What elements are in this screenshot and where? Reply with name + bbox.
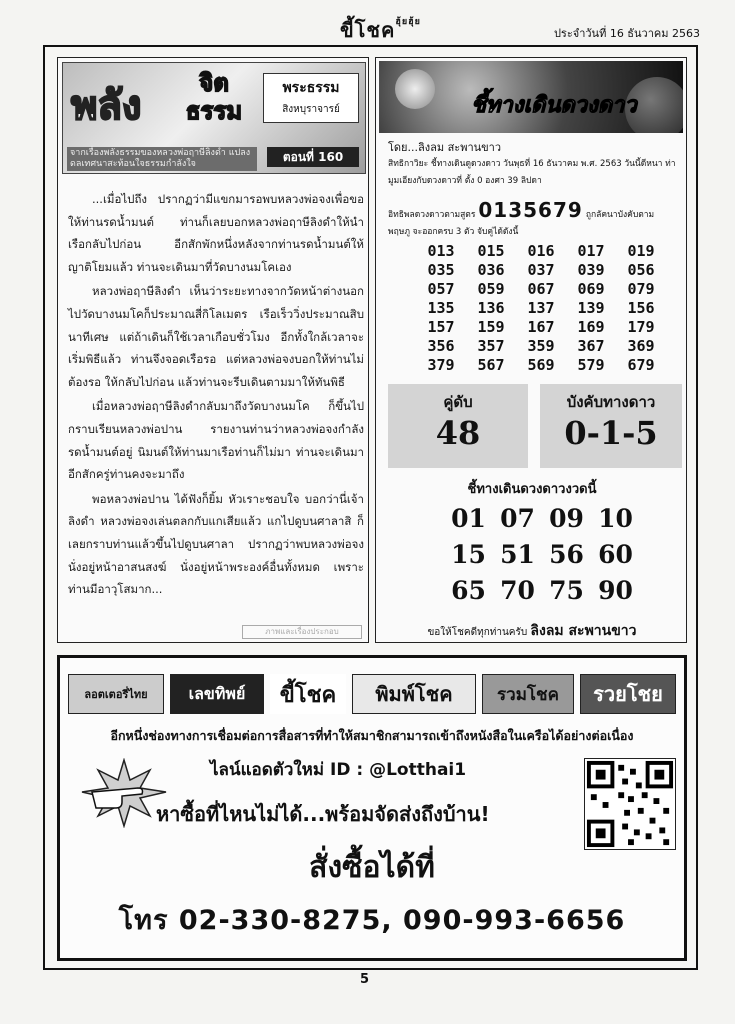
logo-phimchok: พิมพ์โชค	[352, 674, 476, 714]
page-header	[40, 12, 700, 48]
combination-number: 137	[527, 299, 555, 317]
combination-number: 379	[427, 356, 455, 374]
combination-number: 036	[477, 261, 505, 279]
pair-label: คู่ดับ	[443, 393, 473, 411]
daily-title: ชี้ทางเดินดวงดาวงวดนี้	[467, 482, 597, 497]
forced-label: บังคับทางดาว	[566, 393, 656, 411]
combination-number: 567	[477, 356, 505, 374]
logo-lekthip: เลขทิพย์	[170, 674, 264, 714]
formula-line	[388, 198, 680, 222]
combination-number: 013	[427, 242, 455, 260]
logo-ruamchok: รวมโชค	[482, 674, 574, 714]
combination-number: 067	[527, 280, 555, 298]
wish-signature: ลิงลม สะพานขาว	[530, 623, 637, 639]
forced-value: 0-1-5	[564, 414, 658, 452]
wish-text: ขอให้โชคดีทุกท่านครับ	[427, 627, 528, 638]
logo-kheechok: ขี้โชค	[270, 674, 346, 714]
combination-number: 135	[427, 299, 455, 317]
combination-number: 039	[577, 261, 605, 279]
combination-number: 159	[477, 318, 505, 336]
column-banner	[62, 62, 366, 174]
publication-logos	[68, 674, 680, 716]
combination-number: 679	[627, 356, 655, 374]
daily-number: 60	[598, 540, 633, 569]
episode-badge: ตอนที่ 160	[267, 147, 359, 167]
series-name: พระธรรม	[282, 80, 340, 96]
combination-number: 139	[577, 299, 605, 317]
daily-number: 56	[549, 540, 584, 569]
page-number: 5	[360, 972, 370, 987]
article-paragraph: เมื่อหลวงพ่อฤาษีลิงดำกลับมาถึงวัดบางนมโค ก็ขึ้นไปกราบเรียนหลวงพ่อปาน รายงานท่านว่าหลวงพ่อจงกำลังรดน้ำมนต์อยู่ นิมนต์ให้ท่านมาเรือท่านก็ไม่มา ท่านจะเดินมา อีกสักครู่ท่านคงจะมาถึง	[68, 399, 364, 482]
daily-number: 70	[500, 576, 535, 605]
daily-number: 01	[451, 504, 486, 533]
daily-number: 07	[500, 504, 535, 533]
formula-number: 0135679	[478, 198, 583, 222]
delivery-text: หาซื้อที่ไหนไม่ได้...พร้อมจัดส่งถึงบ้าน!	[156, 802, 490, 826]
combination-number: 069	[577, 280, 605, 298]
combination-number: 169	[577, 318, 605, 336]
combination-number: 035	[427, 261, 455, 279]
astronaut-icon	[395, 69, 435, 109]
daily-number: 09	[549, 504, 584, 533]
combination-number: 017	[577, 242, 605, 260]
pair-box	[388, 384, 528, 468]
logo-lotthai: ลอตเตอรี่ไทย	[68, 674, 164, 714]
combination-number: 369	[627, 337, 655, 355]
page-frame	[43, 45, 698, 970]
byline: โดย...ลิงลม สะพานขาว	[388, 141, 502, 154]
logo-ruaychok: รวยโชย	[580, 674, 676, 714]
combination-number: 136	[477, 299, 505, 317]
phone-numbers: โทร 02-330-8275, 090-993-6656	[118, 905, 626, 936]
article-paragraph: พอหลวงพ่อปาน ได้ฟังก็ยิ้ม หัวเราะชอบใจ บอกว่านี่เจ้าลิงดำ หลวงพ่อจงเล่นตลกกับแกเสียแล้ว แกไปดูบนศาลาสิ ก็เลยกราบท่านแล้วขึ้นไปดูบนศาลา ปรากฏว่าพบหลวงพ่อจงนั่งอยู่หน้าอาสนสงฆ์ นั่งอยู่หน้าพระองค์อื่นทั้งหมด เพราะท่านมีอาวุโสมาก...	[68, 491, 364, 597]
combination-number: 179	[627, 318, 655, 336]
author-name: สิงหบุราจารย์	[282, 104, 340, 115]
daily-number: 65	[451, 576, 486, 605]
combination-number: 057	[427, 280, 455, 298]
image-credit: ภาพและเรื่องประกอบ	[242, 625, 362, 639]
combination-number: 367	[577, 337, 605, 355]
ad-intro: อีกหนึ่งช่องทางการเชื่อมต่อการสื่อสารที่ทำให้สมาชิกสามารถเข้าถึงหนังสือในเครือได้อย่างต่อเนื่อง	[110, 728, 634, 743]
combination-number: 357	[477, 337, 505, 355]
combination-number: 579	[577, 356, 605, 374]
horoscope-title: ชี้ทางเดินดวงดาว	[471, 92, 637, 118]
combination-number: 015	[477, 242, 505, 260]
combination-number: 016	[527, 242, 555, 260]
qr-code-icon	[584, 758, 676, 850]
line-id: ไลน์แอดตัวใหม่ ID : @Lotthai1	[210, 760, 467, 780]
daily-number: 51	[500, 540, 535, 569]
daily-numbers	[444, 504, 640, 606]
article-column	[57, 57, 369, 643]
combination-note: พฤษภู จะออกครบ 3 ตัว จับคู่ได้ดังนี้	[388, 227, 519, 237]
banner-tagline: จากเรื่องพลังธรรมของหลวงพ่อฤาษีลิงดำ แปลงดลเทศนาสะท้อนใจธรรมกำลังใจ	[67, 147, 257, 171]
combination-number: 359	[527, 337, 555, 355]
combination-number: 356	[427, 337, 455, 355]
formula-suffix: ถูกลัคนาบังคับตาม	[585, 210, 655, 220]
advertisement	[57, 655, 687, 961]
combination-number: 056	[627, 261, 655, 279]
combination-number: 079	[627, 280, 655, 298]
formula-prefix: อิทธิพลดวงดาวตามสูตร	[388, 210, 476, 220]
daily-number: 15	[451, 540, 486, 569]
horoscope-banner	[379, 61, 683, 133]
combination-number: 037	[527, 261, 555, 279]
combination-number: 059	[477, 280, 505, 298]
combination-number: 167	[527, 318, 555, 336]
number-combinations	[416, 242, 666, 375]
article-paragraph: หลวงพ่อฤาษีลิงดำ เห็นว่าระยะทางจากวัดหน้าต่างนอกไปวัดบางนมโคก็ประมาณสี่กิโลเมตร เรือเร็ววิ่งประมาณสิบนาทีเศษ แต่ถ้าเดินก็ใช้เวลาเกือบชั่วโมง อีกทั้งใกล้เวลาจะเริ่มพิธีแล้ว ท่านจึงจอดเรือรอ แต่หลวงพ่อจงบอกให้ท่านไม่ต้องรอ ให้กลับไปก่อน แล้วท่านจะรีบเดินตามมาให้ทันพิธี	[68, 284, 364, 389]
combination-number: 019	[627, 242, 655, 260]
combination-number: 157	[427, 318, 455, 336]
forced-digits-box	[540, 384, 682, 468]
article-paragraph: ...เมื่อไปถึง ปรากฏว่ามีแขกมารอพบหลวงพ่อจงเพื่อขอให้ท่านรดน้ำมนต์ ท่านก็เลยบอกหลวงพ่อฤาษีลิงดำให้นำเรือกลับไปก่อน อีกสักพักหนึ่งหลังจากท่านรดน้ำมนต์ให้ญาติโยมแล้ว ท่านจะเดินมาที่วัดบางนมโคเอง	[68, 192, 364, 274]
pair-value: 48	[435, 414, 481, 452]
banner-title-mind: จิต ธรรม	[185, 68, 243, 125]
article-body	[68, 188, 364, 603]
combination-number: 569	[527, 356, 555, 374]
publication-logo: ขี้โชค$^{ฮุ้ยฮุ้ย}$	[340, 17, 421, 42]
author-box	[263, 73, 359, 123]
horoscope-intro: สิทธิกาวิยะ ชี้ทางเดินดูดวงดาว วันพุธที่ 16 ธันวาคม พ.ศ. 2563 วันนี้ดีหนา ท่ามูมเอียงกับดวงดาวที่ ตั้ง 0 องศา 39 ลิปดา	[388, 159, 676, 186]
horoscope-column	[375, 57, 687, 643]
daily-number: 10	[598, 504, 633, 533]
issue-date: ประจำวันที่ 16 ธันวาคม 2563	[553, 27, 700, 40]
closing-wish	[376, 620, 688, 642]
banner-title-power: พลัง	[71, 82, 142, 129]
order-heading: สั่งซื้อได้ที่	[309, 850, 435, 885]
daily-number: 90	[598, 576, 633, 605]
combination-number: 156	[627, 299, 655, 317]
daily-number: 75	[549, 576, 584, 605]
